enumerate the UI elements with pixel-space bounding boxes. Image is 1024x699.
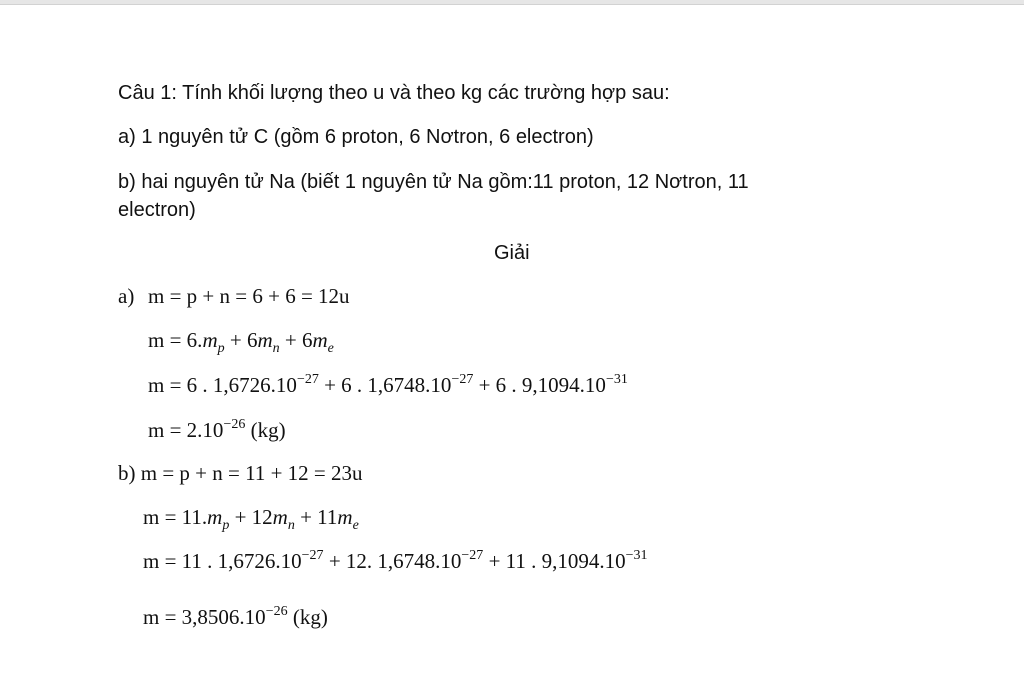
solution-a-step2: $m = 6.m_p + 6m_n + 6m_e$ <box>148 328 334 356</box>
solution-a-step3: m = 6 . $1,6726.10^{-27} + 6$ . $1,6748.10^{-27} + 6$ . $9,1094.10^{-31}$ <box>148 372 628 397</box>
part-b-prompt-line2: electron) <box>118 199 196 221</box>
part-b-prompt-line1: b) hai nguyên tử Na (biết 1 nguyên tử Na gồm:11 proton, 12 Nơtron, 11 <box>118 171 749 193</box>
part-a-prompt: a) 1 nguyên tử C (gồm 6 proton, 6 Nơtron, 6 electron) <box>118 126 594 148</box>
question-title: Câu 1: Tính khối lượng theo u và theo kg các trường hợp sau: <box>118 82 670 104</box>
solution-b-step2: $m = 11.m_p + 12m_n + 11m_e$ <box>143 505 359 533</box>
solution-heading: Giải <box>494 242 530 264</box>
solution-a-label: a) <box>118 284 135 308</box>
solution-b-step1: b) m = p + n = 11 + 12 = 23u <box>118 461 363 485</box>
solution-a-step4: $m = 2.10^{-26}$ (kg) <box>148 417 286 442</box>
solution-b-step3: m = 11 . $1,6726.10^{-27} + 12$. $1,6748.10^{-27} + 11$ . $9,1094.10^{-31}$ <box>143 548 648 573</box>
solution-a-step1: m = p + n = 6 + 6 = 12u <box>148 284 350 308</box>
solution-b-step4: $m = 3,8506.10^{-26}$ (kg) <box>143 604 328 629</box>
